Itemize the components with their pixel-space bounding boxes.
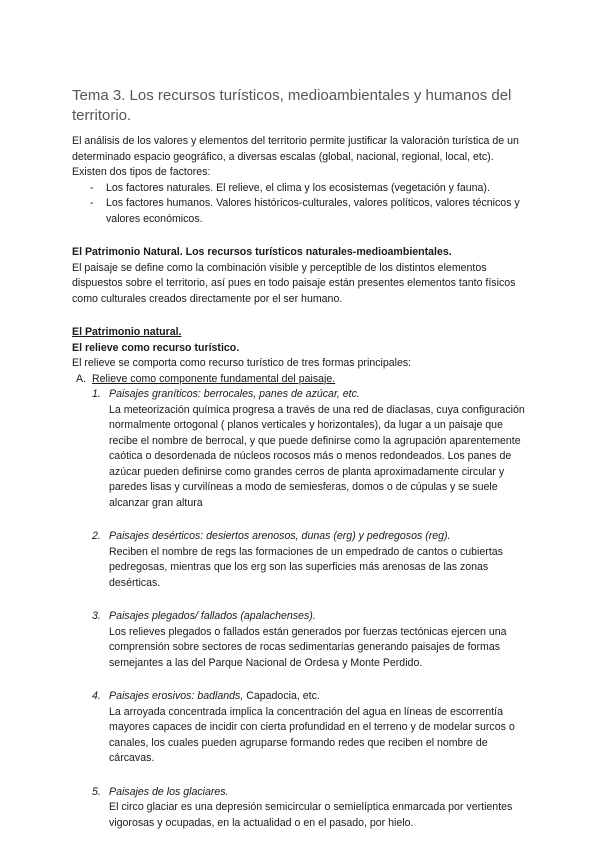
list-marker: A.: [76, 372, 87, 385]
subsection-heading: El relieve como recurso turístico.: [72, 341, 240, 354]
item-heading: [92, 387, 530, 403]
intro-paragraph: El análisis de los valores y elementos del territorio permite justificar la valoración turística de un determinado espacio geográfico, a diversas escalas (global, nacional, regional, local, etc). Existen dos tipos de factores:: [72, 135, 519, 178]
numbered-item: [74, 529, 530, 591]
item-body: El circo glaciar es una depresión semicircular o semielíptica enmarcada por vertientes vigorosas y ocupadas, en la actualidad o en el pasado, por hielo.: [109, 801, 513, 829]
item-heading: [92, 609, 530, 625]
numbered-item: [74, 609, 530, 671]
factors-list: [72, 181, 530, 228]
item-body: La arroyada concentrada implica la concentración del agua en líneas de escorrentía mayores capaces de incidir con cierta profundidad en el terreno y de modelar surcos o canales, los cuales pueden agruparse formando redes que reciben el nombre de cárcavas.: [109, 705, 515, 764]
numbered-item: [74, 387, 530, 511]
list-item: - Los factores humanos. Valores históricos-culturales, valores políticos, valores técnicos y valores económicos.: [90, 196, 530, 227]
numbered-item: [74, 785, 530, 832]
list-item-text: Relieve como componente fundamental del paisaje.: [92, 372, 336, 385]
item-number: 4.: [92, 690, 101, 702]
item-number: 5.: [92, 785, 101, 798]
item-heading: [92, 785, 530, 801]
item-number: 1.: [92, 388, 101, 400]
list-item: - Los factores naturales. El relieve, el clima y los ecosistemas (vegetación y fauna).: [90, 181, 530, 197]
section-paragraph: El paisaje se define como la combinación visible y perceptible de los distintos elementos dispuestos sobre el territorio, así pues en todo paisaje están presentes elementos tanto físicos como culturales creados directamente por el ser humano.: [72, 261, 516, 305]
item-body: Reciben el nombre de regs las formaciones de un empedrado de cantos o cubiertas pedregosas, mientras que los erg son las superficies más arenosas de las zonas desérticas.: [109, 545, 503, 589]
numbered-item: [74, 689, 530, 767]
item-number: 3.: [92, 610, 101, 622]
section-heading: El Patrimonio Natural. Los recursos turísticos naturales-medioambientales.: [72, 246, 452, 258]
item-body: La meteorización química progresa a través de una red de diaclasas, cuya configuración normalmente ortogonal ( planos verticales y horizontales), da lugar a un paisaje que recibe el nombre de berrocal, y que puede definirse como la agrupación aparentemente caótica o desordenada de núcleos rocosos más o menos redondeados. Los panes de azúcar pueden definirse como grandes cerros de planta aproximadamente circular y paredes lisas y curvilíneas a modo de semiesferas, domos o de cúpulas y se suele alcanzar gran altura: [109, 403, 525, 509]
item-heading: [92, 689, 530, 705]
section-paragraph: El relieve se comporta como recurso turístico de tres formas principales:: [72, 357, 412, 369]
item-heading-text: Paisajes de los glaciares.: [109, 785, 229, 798]
alpha-list-item: [72, 372, 530, 388]
page-title: Tema 3. Los recursos turísticos, medioambientales y humanos del territorio.: [72, 87, 512, 124]
item-heading-text: Paisajes desérticos: desiertos arenosos, dunas (erg) y pedregosos (reg).: [109, 530, 451, 542]
item-heading-text: Capadocia, etc.: [243, 690, 320, 702]
section-heading: El Patrimonio natural.: [72, 326, 182, 338]
item-heading-text: Paisajes graníticos: berrocales, panes de azúcar, etc.: [109, 388, 360, 400]
item-body: Los relieves plegados o fallados están generados por fuerzas tectónicas ejercen una comprensión sobre sectores de rocas sedimentarias generando paisajes de formas semejantes a las del Parque Nacional de Ordesa y Monte Perdido.: [109, 625, 507, 669]
item-number: 2.: [92, 530, 101, 542]
item-heading-text: Paisajes plegados/ fallados (apalachenses).: [109, 610, 316, 622]
item-heading-text: Paisajes erosivos: badlands,: [109, 690, 244, 702]
item-heading: [92, 529, 530, 545]
